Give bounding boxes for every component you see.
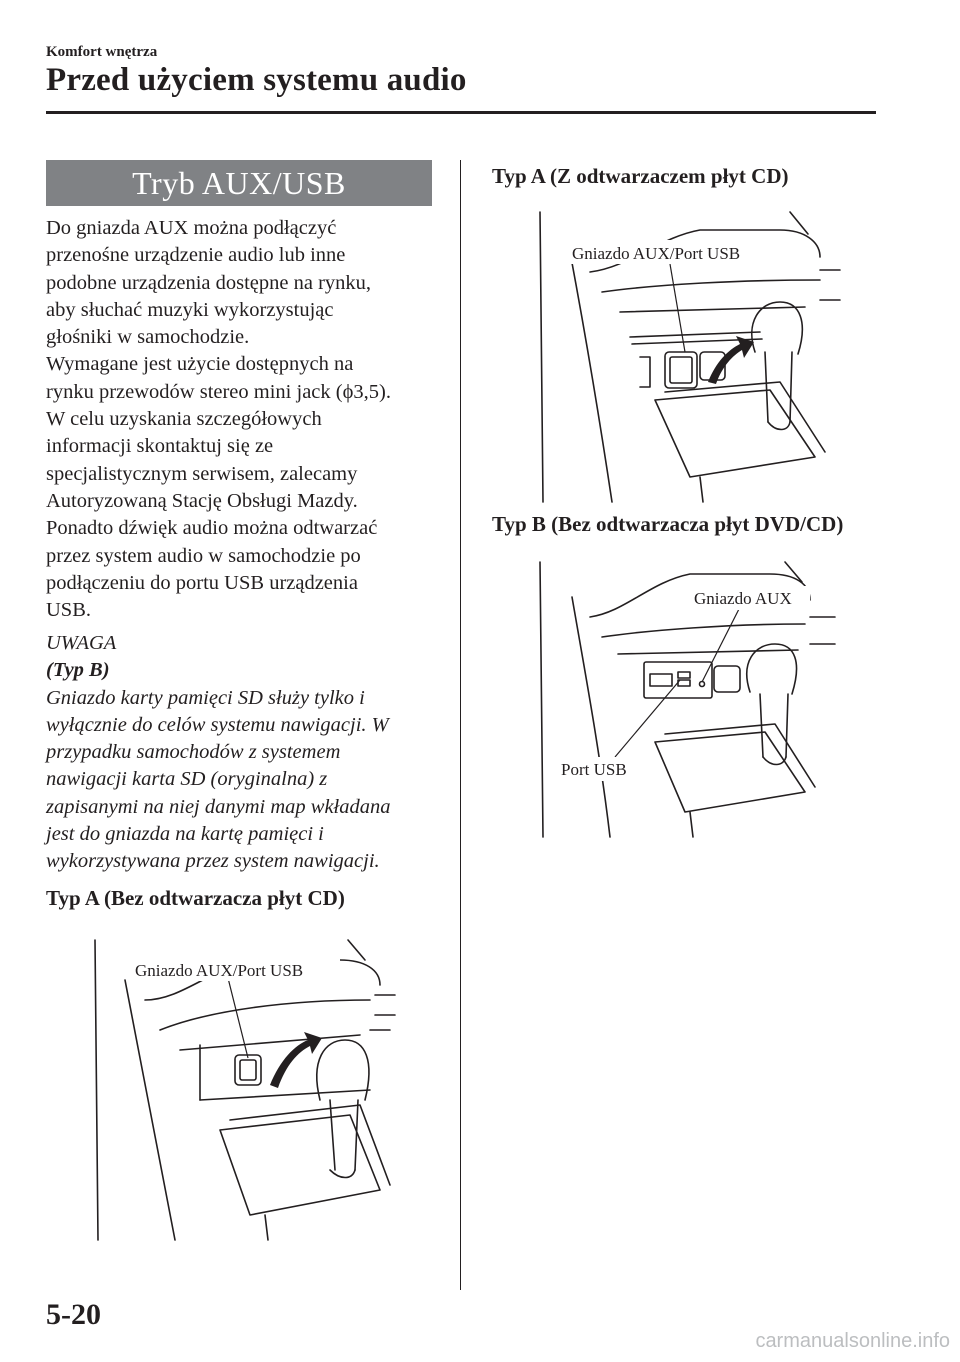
note-subtitle: (Typ B) (46, 659, 110, 682)
note-title: UWAGA (46, 632, 117, 654)
figure-type-b (540, 562, 840, 837)
section-label: Komfort wnętrza (46, 44, 158, 60)
paragraph-1: Do gniazda AUX można podłączyć przenośne urządzenie audio lub inne podobne urządzenia dostępne na rynku, aby słuchać muzyki wykorzystując głośniki w samochodzie. (46, 217, 372, 349)
note-text: Gniazdo karty pamięci SD służy tylko i wyłącznie do celów systemu nawigacji. W przypadku samochodów z systemem nawigacji karta SD (oryginalna) z zapisanymi na niej danymi map wkładana jest do gniazda na kartę pamięci i wykorzystywana przez system nawigacji. (46, 686, 391, 873)
paragraph-4: Ponadto dźwięk audio można odtwarzać przez system audio w samochodzie po podłączeniu do portu USB urządzenia USB. (46, 517, 378, 622)
paragraph-3: W celu uzyskania szczegółowych informacji skontaktuj się ze specjalistycznym serwisem, zalecamy Autoryzowaną Stację Obsługi Mazdy. (46, 408, 358, 512)
figure-heading-type-a-no-cd: Typ A (Bez odtwarzacza płyt CD) (46, 886, 345, 910)
figure-type-a-no-cd (90, 940, 410, 1240)
paragraph-2: Wymagane jest użycie dostępnych na rynku przewodów stereo mini jack (ϕ3,5). (46, 353, 391, 403)
title-rule (46, 111, 876, 114)
figure-caption-usb: Port USB (561, 760, 627, 779)
page-number: 5-20 (46, 1298, 101, 1331)
figure-type-a-cd (540, 212, 850, 502)
column-divider (460, 160, 461, 1290)
arrow-icon (708, 336, 754, 384)
figure-caption-aux: Gniazdo AUX (694, 589, 792, 608)
figure-caption: Gniazdo AUX/Port USB (135, 961, 304, 980)
figure-caption: Gniazdo AUX/Port USB (572, 244, 741, 263)
body-text (46, 215, 446, 624)
figure-heading-type-b: Typ B (Bez odtwarzacza płyt DVD/CD) (492, 512, 844, 536)
page-title: Przed użyciem systemu audio (46, 62, 467, 98)
section-heading-bar: Tryb AUX/USB (46, 160, 432, 206)
figure-heading-type-a-cd: Typ A (Z odtwarzaczem płyt CD) (492, 164, 789, 188)
note-block (46, 630, 446, 876)
watermark: carmanualsonline.info (755, 1330, 950, 1352)
